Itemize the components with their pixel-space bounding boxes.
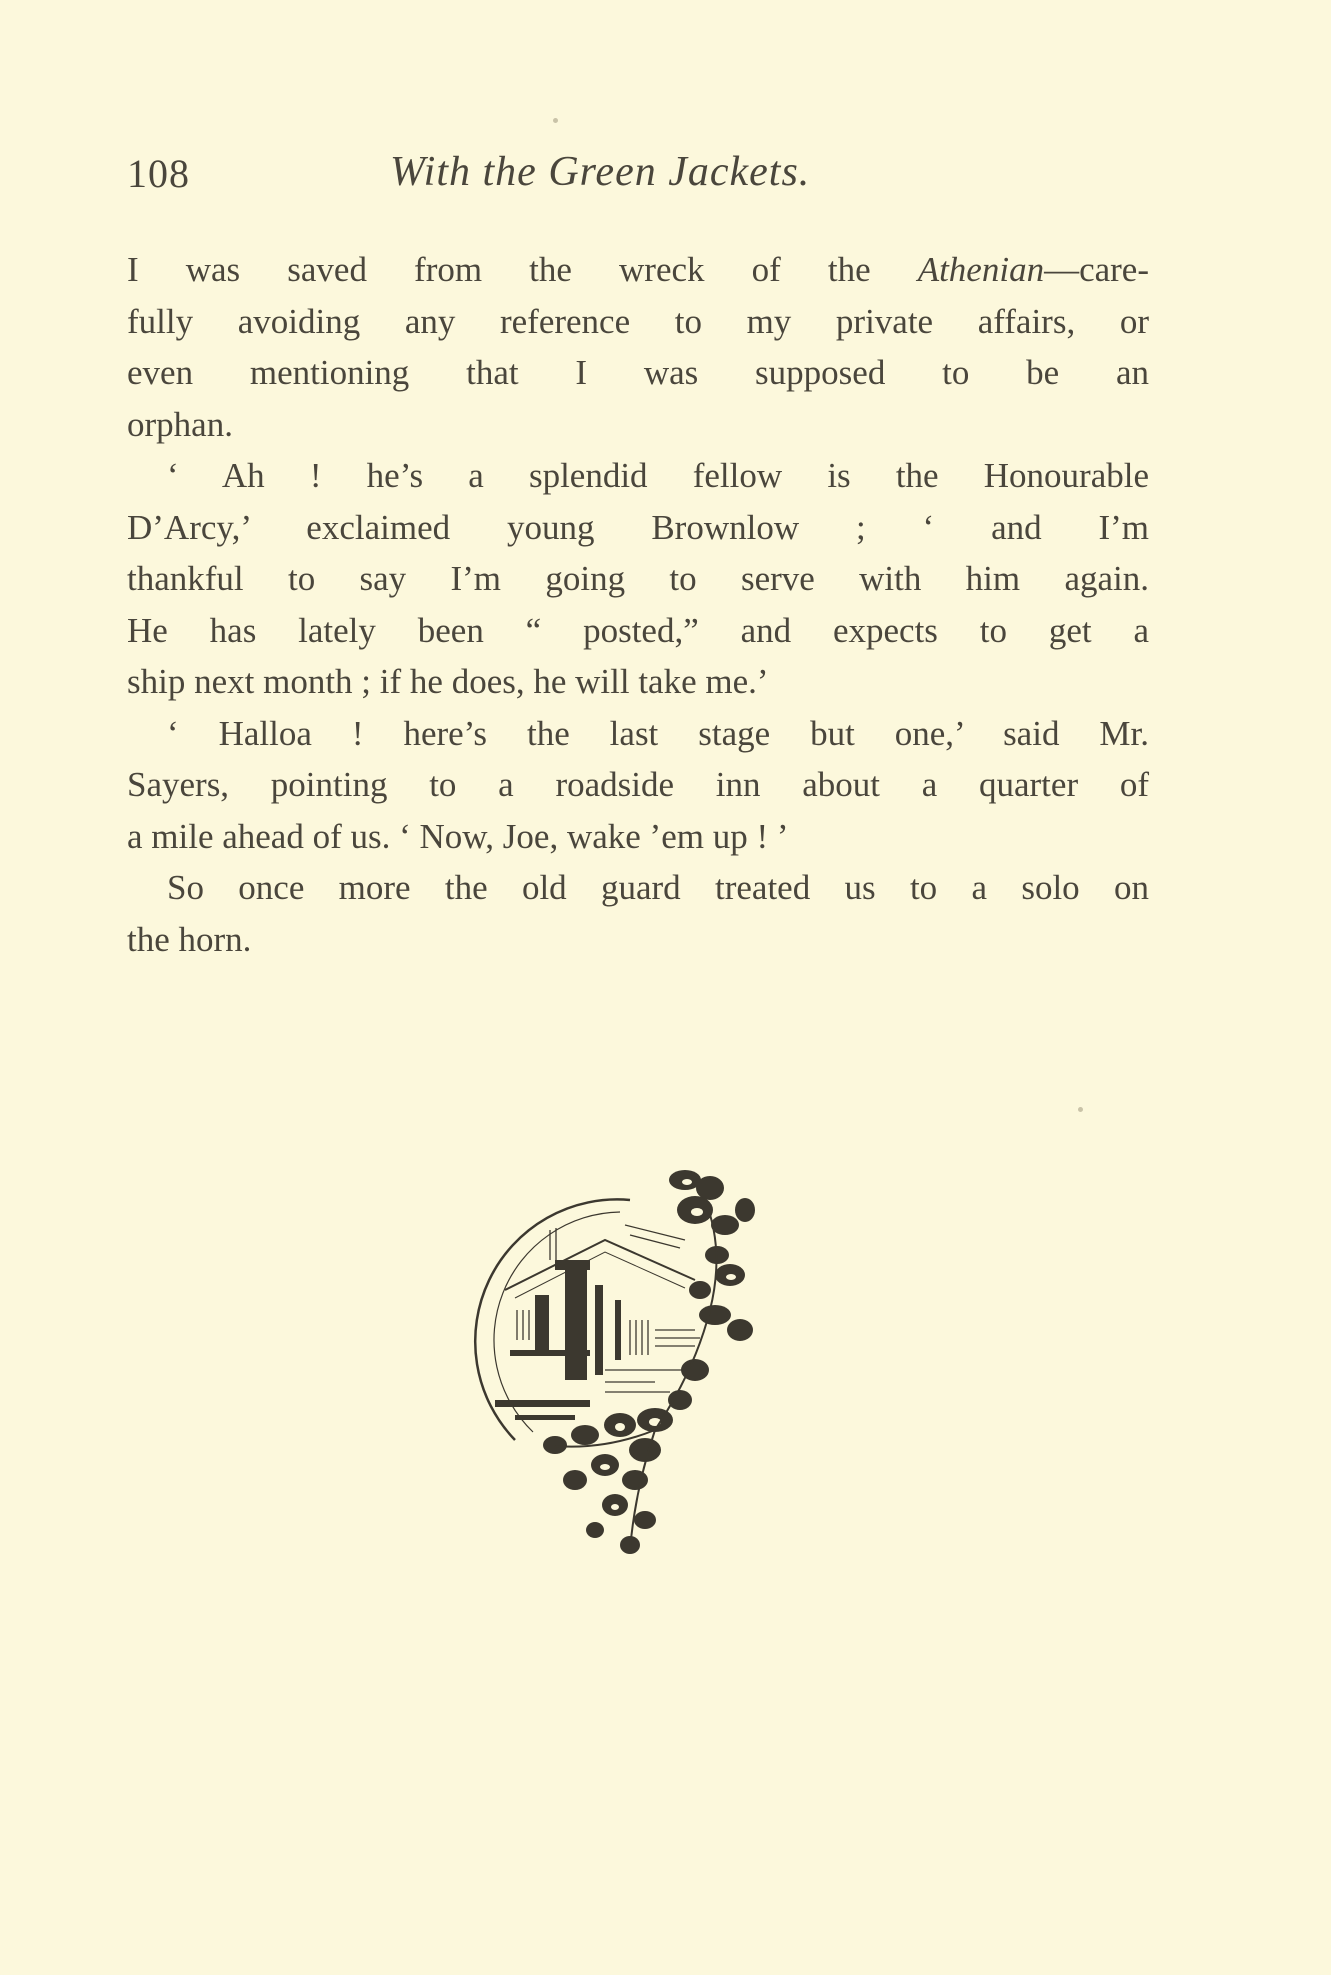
paper-speck [1078,1107,1083,1112]
vignette-cottage-with-ivy-icon [455,1170,835,1570]
text-line: He has lately been “ posted,” and expects to get a [127,610,1149,650]
text-line: ‘ Halloa ! here’s the last stage but one,’ said Mr. [167,713,1149,753]
text-line: thankful to say I’m going to serve with him again. [127,559,1149,598]
text-line: I was saved from the wreck of the Athenian—care- [127,250,1149,289]
body-text [127,244,1149,965]
text-line: ship next month ; if he does, he will take me.’ [127,662,769,701]
text-line: orphan. [127,404,233,444]
text-line: fully avoiding any reference to my private affairs, or [127,301,1149,341]
ship-name: Athenian [917,250,1045,289]
text-line: So once more the old guard treated us to a solo on [167,868,1149,907]
text-line: even mentioning that I was supposed to be an [127,353,1149,392]
running-title: With the Green Jackets. [390,149,811,195]
text-line: D’Arcy,’ exclaimed young Brownlow ; ‘ and I’m [127,507,1149,547]
text-line: Sayers, pointing to a roadside inn about a quarter of [127,765,1149,804]
page-number: 108 [127,151,190,196]
paper-speck [553,118,558,123]
text-line: a mile ahead of us. ‘ Now, Joe, wake ’em up ! ’ [127,816,789,856]
text-line: the horn. [127,919,252,959]
text-line: ‘ Ah ! he’s a splendid fellow is the Honourable [167,456,1149,495]
